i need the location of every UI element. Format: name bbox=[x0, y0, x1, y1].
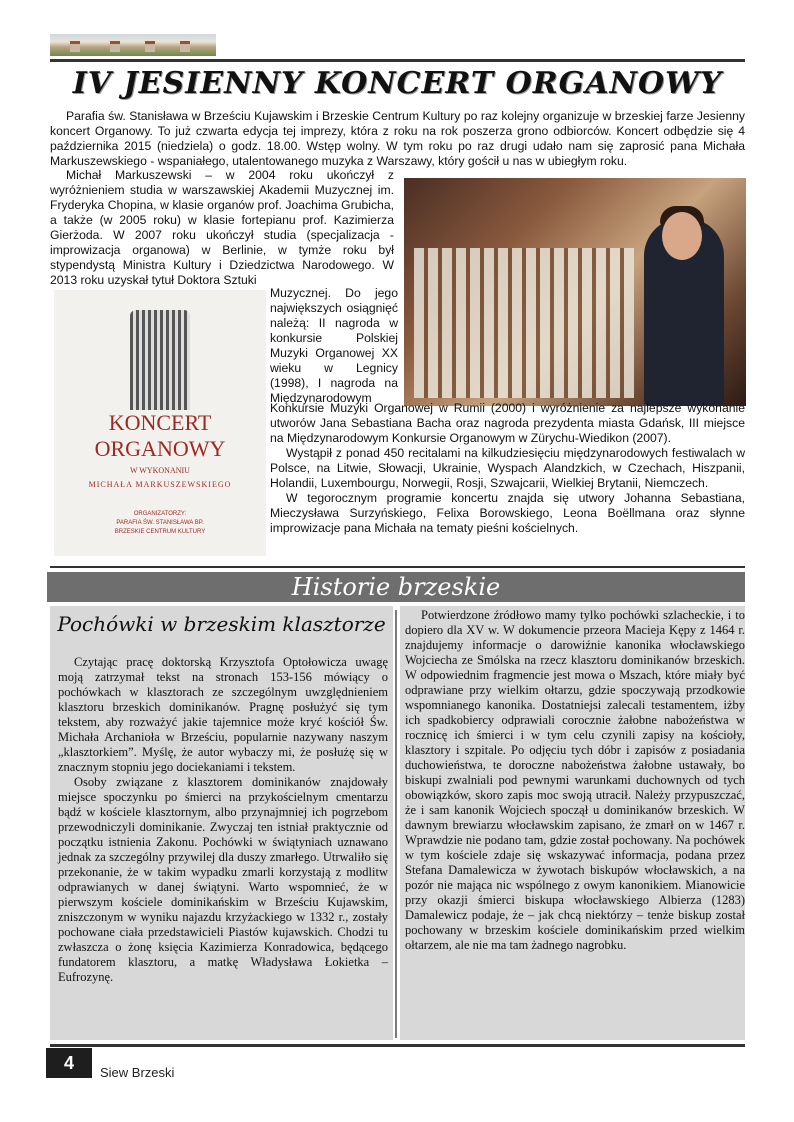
page-title: IV JESIENNY KONCERT ORGANOWY bbox=[72, 66, 723, 101]
bio-paragraph-2: Muzycznej. Do jego największych osiągnięć należą: II nagroda w konkursie Polskiej Muzyki Organowej XX wieku w Legnicy (1998), I nagroda na Międzynarodowym bbox=[270, 286, 398, 405]
column-divider bbox=[395, 610, 397, 1038]
intro-paragraph: Parafia św. Stanisława w Brześciu Kujawskim i Brzeskie Centrum Kultury po raz kolejny organizuje w brzeskiej farze Jesienny koncert Organowy. To już czwarta edycja tej imprezy, która z roku na rok poszerza grono odbiorców. Koncert odbędzie się 4 października 2015 (niedziela) o godz. 18.00. Wstęp wolny. W tym roku po raz drugi udało nam się zaprosić pana Michała Markuszewskiego - wspaniałego, utalentowanego muzyka z Warszawy, który gościł u nas w ubiegłym roku. bbox=[50, 109, 745, 168]
poster-subtitle: W WYKONANIU bbox=[130, 466, 190, 475]
left-paragraph-1: Czytając pracę doktorską Krzysztofa Optołowicza uwagę moją zatrzymał tekst na stronach 153-156 mówiący o pochówkach w klasztorach ze szczególnym uwzględnieniem klasztoru brzeskich dominikanów. Pragnę posłużyć się tym tekstem, aby rozważyć jakie tajemnice może kryć kościół Św. Michała Archanioła w Brześciu, popularnie nazywany naszym „klasztorkiem”. Myślę, że autor wybaczy mi, że posłużę się w znacznym stopniu jego dociekaniami i tekstem. bbox=[58, 655, 388, 774]
poster-org-parish: PARAFIA ŚW. STANISŁAWA BP. bbox=[116, 520, 204, 526]
right-column-text bbox=[405, 608, 745, 953]
publication-name: Siew Brzeski bbox=[100, 1065, 175, 1080]
bio-paragraph-1: Michał Markuszewski – w 2004 roku ukończył z wyróżnieniem studia w warszawskiej Akademii Muzycznej im. Fryderyka Chopina, w klasie organów prof. Joachima Grubicha, a także (w 2005 roku) w klasie fortepianu prof. Kazimierza Gierżoda. W 2007 roku ukończył studia (specjalizacja - improwizacja organowa) w Berlinie, w tymże roku był stypendystą Ministra Kultury i Dziedzictwa Narodowego. W 2013 roku uzyskał tytuł Doktora Sztuki bbox=[50, 168, 394, 287]
poster-organizers bbox=[54, 510, 266, 537]
footer-rule bbox=[50, 1044, 745, 1047]
page-number: 4 bbox=[46, 1048, 92, 1078]
header-landscape-image bbox=[50, 34, 216, 56]
left-column-text bbox=[58, 655, 388, 985]
header-rule bbox=[50, 59, 745, 62]
right-paragraph-1: Potwierdzone źródłowo mamy tylko pochówki szlacheckie, i to dopiero dla XV w. W dokumencie przeora Macieja Kępy z 1464 r. znajdujemy informacje o darowiźnie kanonika włocławskiego Wojciecha ze Smólska na rzecz klasztoru dominikanów brzeskich. W odpowiednim fragmencie jest mowa o Mszach, które miały być odprawiane przy wielkim ołtarzu, gdzie spoczywają przodkowie wspomnianego kanonika. Dostatniejsi zalecali testamentem, iżby ich spadkobiercy odprawiali corocznie żałobne nabożeństwa w rocznicę ich śmierci i w tym celu czynili zapisy na kościoły, klasztory i szpitale. Po odjęciu tych dóbr i zapisów z posiadania duchowieństwa, te doroczne nabożeństwa żałobne ustawały, bo biskupi zwalniali pod pewnymi warunkami duchownych od tych obowiązków, skoro zapis moc swoją utracił. Należy przypuszczać, że i sam kanonik Wojciech spoczął u dominikanów brzeskich. W dawnym brewiarzu włocławskim zapisano, że zmarł on w 1467 r. Wprawdzie nie podano tam, gdzie został pochowany. Na pochówek w tym kościele zdaje się wskazywać informacja, podana przez Stefana Damalewicza w żywotach biskupów włocławskich, a na pozór nie mająca nic wspólnego z owym kanonikiem. Mianowicie przy okazji śmierci biskupa włocławskiego Albierza (1283) Damalewicz podaje, że – jak chcą niektórzy – tenże biskup został pochowany w brzeskim kościele dominikańskim przed wielkim ołtarzem, ale nie ma tam żadnego nagrobku. bbox=[405, 608, 745, 952]
poster-title-line2: ORGANOWY bbox=[94, 436, 226, 461]
bio-program: W tegorocznym programie koncertu znajda się utwory Johanna Sebastiana, Mieczysława Surzyńskiego, Felixa Borowskiego, Leona Boëllmana oraz słynne improwizacje pana Michała na tematy pieśni kościelnych. bbox=[270, 491, 745, 535]
organ-pipes-illustration bbox=[130, 310, 190, 410]
concert-poster bbox=[54, 290, 266, 556]
organist-photo bbox=[404, 178, 746, 406]
left-paragraph-2: Osoby związane z klasztorem dominikanów znajdowały miejsce spoczynku po śmierci na przykościelnym cmentarzu bądź w kościele klasztornym, albo przynajmniej ich pogrzebom przewodniczyli dominikanie. Zwyczaj ten istniał praktycznie od początku istnienia Zakonu. Pochówki w świątyniach uznawano jednak za szczególny przywilej dla duszy zmarłego. Utrwaliło się przekonanie, że w takim wypadku zmarli korzystają z modlitw odprawianych w danej świątyni. Warto wspomnieć, że w pierwszym kościele dominikańskim w Brześciu Kujawskim, zniszczonym w wyniku najazdu krzyżackiego w 1332 r., zostały pochowane ciała przedstawicieli Piastów kujawskich. Chodzi tu zwłaszcza o żonę księcia Kazimierza Konradowica, będącego fundatorem klasztoru, a matkę Władysława Łokietka – Eufrozynę. bbox=[58, 775, 388, 984]
organist-face bbox=[662, 212, 702, 260]
organ-console-shape bbox=[414, 248, 634, 398]
section-rule bbox=[50, 566, 745, 568]
poster-title-line1: KONCERT bbox=[108, 410, 212, 435]
bio-recitals: Wystąpił z ponad 450 recitalami na kilkudziesięciu międzynarodowych festiwalach w Polsce, na Litwie, Słowacji, Ukrainie, Wyspach Alandzkich, w Czechach, Hiszpanii, Holandii, Luxembourgu, Norwegii, Rosji, Szwajcarii, Wielkiej Brytanii, Niemczech. bbox=[270, 446, 745, 490]
bio-awards: Konkursie Muzyki Organowej w Rumii (2000) i wyróżnienie za najlepsze wykonanie utworów Jana Sebastiana Bacha oraz nagroda prezydenta miasta Gdańsk, III miejsce na Międzynarodowym Konkursie Organowym w Zürychu-Wiedikon (2007). bbox=[270, 401, 745, 445]
bio-paragraph-3 bbox=[270, 401, 745, 536]
article-subtitle: Pochówki w brzeskim klasztorze bbox=[57, 612, 386, 636]
poster-org-center: BRZESKIE CENTRUM KULTURY bbox=[114, 529, 206, 535]
poster-org-label: ORGANIZATORZY: bbox=[133, 511, 187, 517]
poster-performer: MICHAŁA MARKUSZEWSKIEGO bbox=[88, 480, 232, 489]
section-banner: Historie brzeskie bbox=[47, 572, 745, 602]
